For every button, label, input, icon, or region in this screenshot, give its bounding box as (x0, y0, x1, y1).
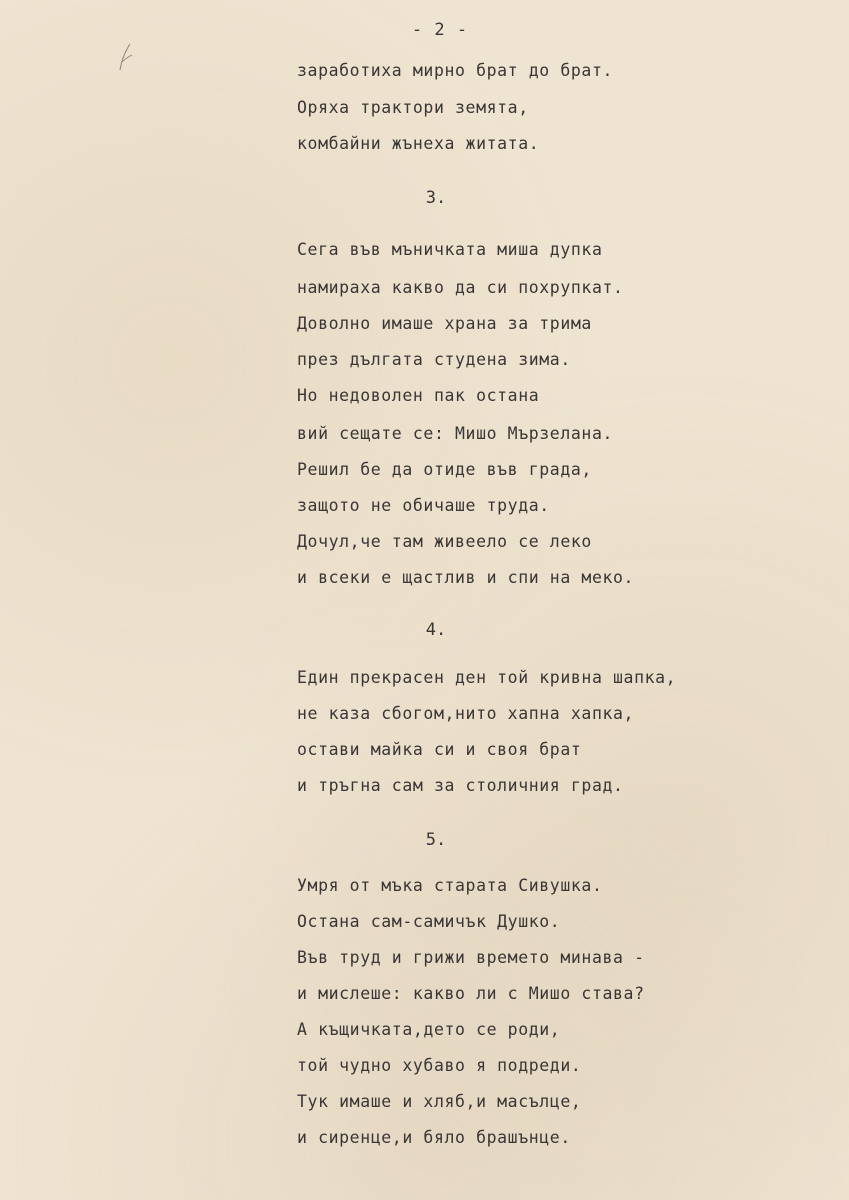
stanza-number: 4. (425, 620, 447, 640)
verse-line: остави майка си и своя брат (297, 740, 582, 759)
verse-line: комбайни жънеха житата. (297, 134, 540, 153)
verse-line: Сега във мъничката миша дупка (297, 240, 603, 259)
verse-line: защото не обичаше труда. (297, 496, 550, 515)
verse-line: той чудно хубаво я подреди. (297, 1056, 582, 1075)
verse-line: Доволно имаше храна за трима (297, 314, 592, 333)
verse-line: и мислеше: какво ли с Мишо става? (297, 984, 645, 1003)
pencil-mark (116, 42, 138, 72)
verse-line: Във труд и грижи времето минава - (297, 948, 645, 967)
verse-line: Тук имаше и хляб,и масълце, (297, 1092, 582, 1111)
verse-line: Умря от мъка старата Сивушка. (297, 876, 603, 895)
verse-line: Един прекрасен ден той кривна шапка, (297, 668, 677, 687)
verse-line: и сиренце,и бяло брашънце. (297, 1128, 571, 1147)
verse-line: А къщичката,дето се роди, (297, 1020, 561, 1039)
stanza-number: 5. (425, 830, 447, 850)
page-number: - 2 - (411, 20, 469, 40)
verse-line: и тръгна сам за столичния град. (297, 776, 624, 795)
verse-line: Дочул,че там живеело се леко (297, 532, 592, 551)
verse-line: Остана сам-самичък Душко. (297, 912, 561, 931)
verse-line: намираха какво да си похрупкат. (297, 278, 624, 297)
verse-line: Оряха трактори земята, (297, 98, 529, 117)
stanza-number: 3. (425, 188, 447, 208)
verse-line: през дългата студена зима. (297, 350, 571, 369)
verse-line: вий сещате се: Мишо Мързелана. (297, 424, 614, 443)
verse-line: Решил бе да отиде във града, (297, 460, 592, 479)
verse-line: заработиха мирно брат до брат. (297, 61, 614, 80)
verse-line: Но недоволен пак остана (297, 386, 540, 405)
verse-line: и всеки е щастлив и спи на меко. (297, 568, 635, 587)
verse-line: не каза сбогом,нито хапна хапка, (297, 704, 635, 723)
